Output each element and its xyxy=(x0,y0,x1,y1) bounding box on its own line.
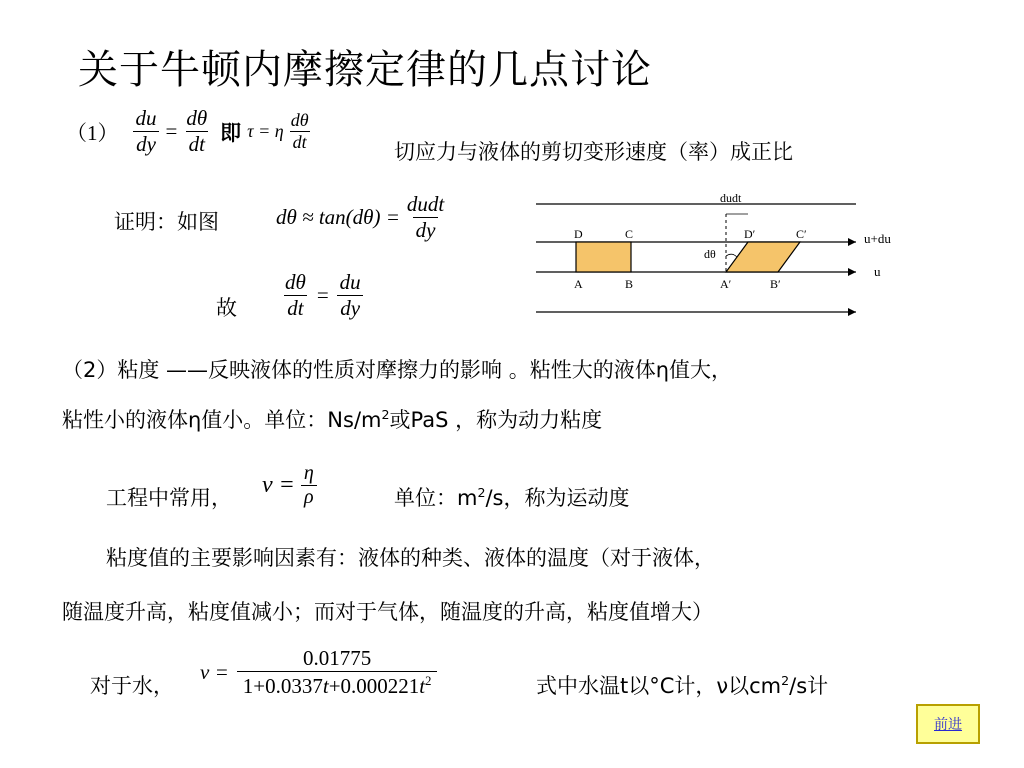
arrow-bottom xyxy=(848,308,856,316)
frac-numerator: 0.01775 xyxy=(302,646,372,670)
equals-sign: = xyxy=(316,283,329,307)
label-A: A xyxy=(574,277,583,291)
item1-statement: 切应力与液体的剪切变形速度（率）成正比 xyxy=(394,140,793,164)
frac-denominator: ρ xyxy=(301,485,317,509)
water-frac xyxy=(237,646,438,699)
kinematic-equation xyxy=(262,462,317,509)
item2-line2 xyxy=(62,404,602,434)
frac-denominator: dt xyxy=(186,131,208,157)
item1-frac-du-dy xyxy=(133,106,160,157)
frac-numerator: dudt xyxy=(406,192,445,216)
label-A-prime: A′ xyxy=(720,277,732,291)
factors-line1: 粘度值的主要影响因素有：液体的种类、液体的温度（对于液体， xyxy=(106,546,715,570)
ji-text: 即 xyxy=(220,120,242,145)
proof-frac xyxy=(404,192,447,243)
nu-equals: ν = xyxy=(200,660,229,684)
result-frac-left xyxy=(282,270,309,321)
label-D-prime: D′ xyxy=(744,227,756,241)
frac-numerator: dθ xyxy=(285,270,306,294)
kinematic-prefix: 工程中常用， xyxy=(106,486,232,510)
water-note xyxy=(536,670,828,700)
item2-line2-text-end: 或PaS ，称为动力粘度 xyxy=(389,408,603,432)
frac-numerator: du xyxy=(135,106,157,130)
dudt-label: dudt xyxy=(720,191,742,205)
frac-numerator: η xyxy=(303,462,314,484)
water-note-text: 式中水温t以°C计，ν以cm xyxy=(536,674,782,698)
result-frac-right xyxy=(337,270,364,321)
kinematic-unit-text: 单位：m xyxy=(394,486,478,510)
label-B: B xyxy=(625,277,634,291)
den-part: +0.000221 xyxy=(328,674,420,698)
label-B-prime: B′ xyxy=(770,277,781,291)
frac-denominator: dy xyxy=(133,131,159,157)
item2-line2-text: 粘性小的液体η值小。单位：Ns/m xyxy=(62,408,382,432)
nu-equals: ν = xyxy=(262,472,295,498)
item1-label: （1） xyxy=(66,120,119,145)
equals-sign: = xyxy=(165,119,178,143)
arrow-upper xyxy=(848,238,856,246)
frac-numerator: dθ xyxy=(290,110,309,130)
factors-line2: 随温度升高，粘度值减小；而对于气体，随温度的升高，粘度值增大） xyxy=(62,600,713,624)
label-D: D xyxy=(574,227,583,241)
den-part: 1+0.0337 xyxy=(242,674,323,698)
shear-diagram xyxy=(530,186,910,322)
u-plus-du-label: u+du xyxy=(864,231,891,246)
fluid-element-original xyxy=(576,242,631,272)
superscript: 2 xyxy=(781,673,790,688)
superscript: 2 xyxy=(477,485,486,500)
proof-label: 证明：如图 xyxy=(114,210,219,234)
result-equation xyxy=(282,270,364,321)
water-prefix: 对于水， xyxy=(90,674,174,698)
proof-equation-lhs: dθ ≈ tan(dθ) = xyxy=(276,205,400,229)
next-button[interactable]: 前进 xyxy=(916,704,980,744)
angle-arc xyxy=(726,254,737,257)
frac-denominator: dy xyxy=(413,217,439,243)
superscript: 2 xyxy=(425,674,432,688)
frac-denominator: dt xyxy=(290,131,310,153)
frac-denominator: dt xyxy=(284,295,306,321)
u-label: u xyxy=(874,264,881,279)
label-C-prime: C′ xyxy=(796,227,807,241)
label-C: C xyxy=(625,227,634,241)
proof-equation xyxy=(276,192,447,243)
item1-frac-dtheta-dt xyxy=(183,106,210,157)
item1-row xyxy=(66,106,312,157)
frac-denominator xyxy=(237,671,438,699)
superscript: 2 xyxy=(381,407,390,422)
frac-numerator: dθ xyxy=(186,106,208,130)
gu-text: 故 xyxy=(216,296,237,320)
water-equation xyxy=(200,646,437,699)
item1-frac-tau xyxy=(288,110,312,153)
frac-denominator: dy xyxy=(337,295,363,321)
fluid-element-deformed xyxy=(726,242,800,272)
arrow-lower xyxy=(848,268,856,276)
page-title: 关于牛顿内摩擦定律的几点讨论 xyxy=(78,47,652,93)
kinematic-unit-text-end: /s，称为运动度 xyxy=(485,486,630,510)
water-note-text-end: /s计 xyxy=(789,674,829,698)
tau-equation: τ = η xyxy=(247,121,284,141)
den-variable: t xyxy=(322,674,329,698)
frac-numerator: du xyxy=(339,270,361,294)
item2-line1: （2）粘度 ——反映液体的性质对摩擦力的影响 。粘性大的液体η值大， xyxy=(62,358,733,382)
dtheta-label: dθ xyxy=(704,247,716,261)
den-variable: t xyxy=(419,674,426,698)
kinematic-unit xyxy=(394,482,630,512)
eta-over-rho xyxy=(301,462,317,509)
